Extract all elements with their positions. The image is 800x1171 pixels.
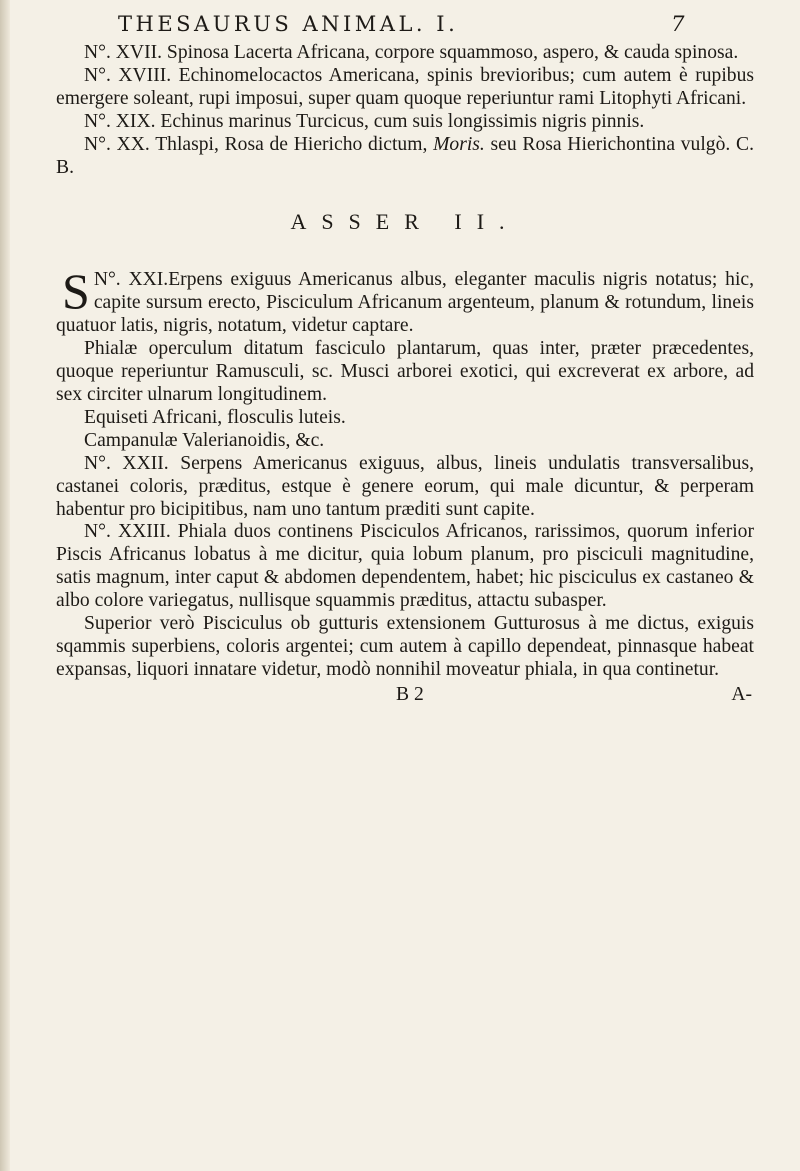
entry-campanulae: Campanulæ Valerianoidis, &c. bbox=[84, 429, 325, 451]
entry-xxiii: N°. XXIII. Phiala duos continens Pisciculos Africanos, rarissimos, quorum inferior Piscis Africanus lobatus à me dicitur, quia lobum planum, pro pisciculi magnitudine, satis magnum, inter caput & abdomen dependentem, habet; hic pisciculus ex castaneo & albo colore variegatus, nullisque squammis præditus, attactu subasper. bbox=[56, 521, 754, 612]
entry-xviii: N°. XVIII. Echinomelocactos Americana, spinis brevioribus; cum autem è rupibus emergere soleant, rupi imposui, super quam quoque reperiuntur rami Litophyti Africani. bbox=[56, 64, 754, 109]
entry-xxi bbox=[56, 263, 754, 338]
entry-xvii: N°. XVII. Spinosa Lacerta Africana, corpore squammoso, aspero, & cauda spinosa. bbox=[84, 42, 739, 63]
entry-phiala-operculum: Phialæ operculum ditatum fasciculo plantarum, quas inter, præter præcedentes, quoque reperiuntur Ramusculi, sc. Musci arborei exotici, qui excreverat ex arbore, ad sex circiter ulnarum longitudinem. bbox=[56, 338, 754, 405]
running-title: THESAURUS ANIMAL. I. bbox=[118, 12, 459, 36]
entry-xx-italic-reference: Moris. bbox=[433, 133, 485, 155]
signature-mark: B 2 bbox=[396, 683, 424, 705]
entry-xix: N°. XIX. Echinus marinus Turcicus, cum suis longissimis nigris pinnis. bbox=[84, 110, 645, 132]
entry-equiseti: Equiseti Africani, flosculis luteis. bbox=[84, 406, 346, 428]
entry-superior-pisciculus: Superior verò Pisciculus ob gutturis extensionem Gutturosus à me dictus, exiguis sqammis superbiens, coloris argentei; cum autem à capillo dependeat, pinnasque habeat expansas, liquori innatare videtur, modò nonnihil moveatur phiala, in qua continetur. bbox=[56, 613, 754, 680]
entry-xx bbox=[56, 134, 754, 180]
entry-xx-text-after: seu Rosa Hierichontina vulgò. C. B. bbox=[56, 133, 754, 178]
entry-xx-text-before: N°. XX. Thlaspi, Rosa de Hiericho dictum, bbox=[84, 133, 434, 155]
page-footer bbox=[56, 684, 754, 706]
catchword: A- bbox=[731, 683, 752, 705]
page-header bbox=[118, 12, 688, 42]
body-text bbox=[56, 42, 754, 706]
section-heading: ASSER II. bbox=[290, 209, 520, 235]
entry-xxi-text: Erpens exiguus Americanus albus, eleganter maculis nigris notatus; hic, capite sursum erecto, Pisciculum Africanum argenteum, planum & rotundum, lineis quatuor latis, nigris, notatum, videtur captare. bbox=[56, 269, 754, 337]
entry-xxii: N°. XXII. Serpens Americanus exiguus, albus, lineis undulatis transversalibus, castanei coloris, præditus, estque è genere eorum, qui male dicuntur, & perperam habentur pro bicipitibus, nam uno tantum præditi sunt capite. bbox=[56, 452, 754, 520]
page-number: 7 bbox=[671, 12, 688, 36]
drop-capital: S bbox=[62, 263, 90, 320]
entry-xxi-number: N°. XXI. bbox=[93, 269, 169, 291]
page-gutter bbox=[0, 0, 10, 1171]
